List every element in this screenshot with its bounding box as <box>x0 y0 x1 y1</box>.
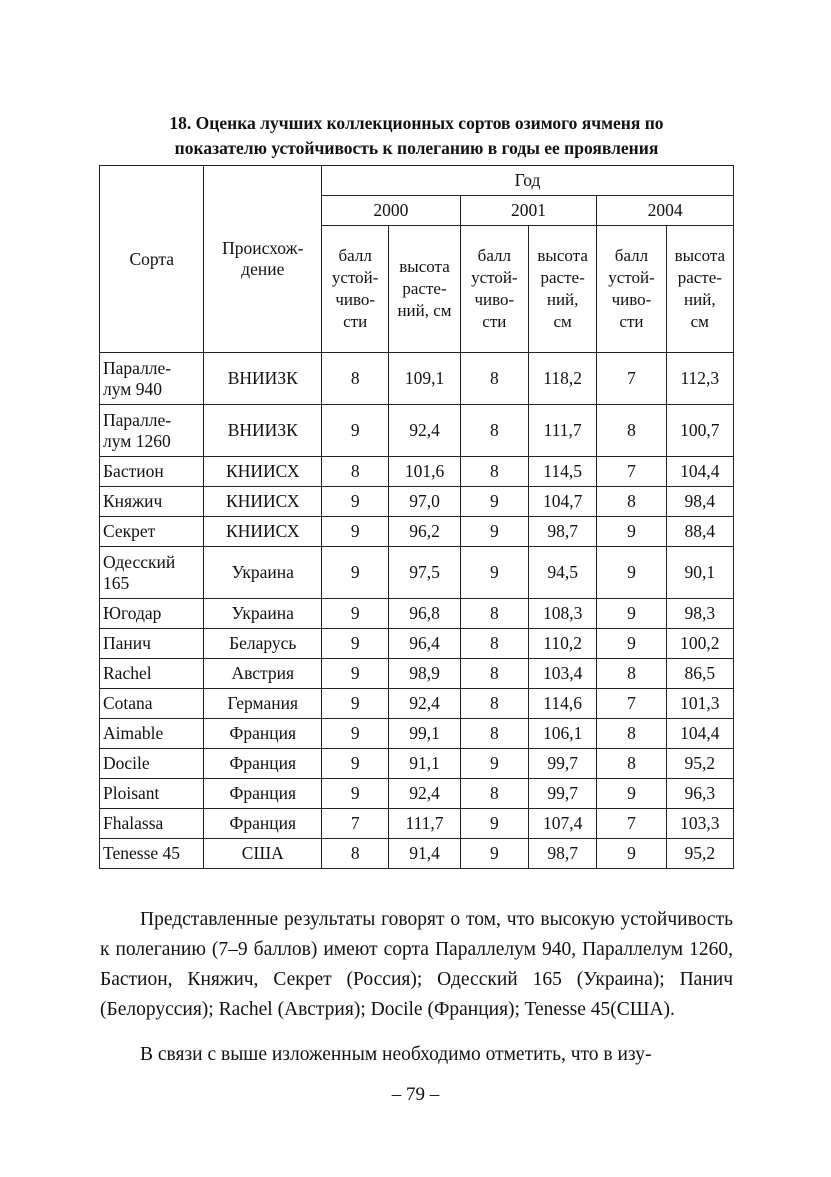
cell-variety: Югодар <box>100 599 204 629</box>
cell-origin: Украина <box>204 599 322 629</box>
cell-height: 96,8 <box>389 599 460 629</box>
table-row <box>100 689 734 719</box>
cell-variety: Rachel <box>100 659 204 689</box>
cell-origin: Австрия <box>204 659 322 689</box>
cell-score: 9 <box>322 405 389 457</box>
cell-height: 91,1 <box>389 749 460 779</box>
table-row <box>100 487 734 517</box>
cell-score: 8 <box>597 487 666 517</box>
cell-score: 8 <box>322 353 389 405</box>
cell-variety: Ploisant <box>100 779 204 809</box>
cell-height: 98,7 <box>528 517 596 547</box>
cell-height: 111,7 <box>528 405 596 457</box>
cell-variety: Одесский 165 <box>100 547 204 599</box>
cell-score: 9 <box>322 629 389 659</box>
cell-height: 97,0 <box>389 487 460 517</box>
cell-variety: Fhalassa <box>100 809 204 839</box>
header-variety: Сорта <box>100 166 204 353</box>
cell-height: 98,3 <box>666 599 733 629</box>
cell-height: 101,3 <box>666 689 733 719</box>
cell-variety: Паралле- лум 1260 <box>100 405 204 457</box>
cell-score: 9 <box>322 659 389 689</box>
cell-score: 7 <box>597 353 666 405</box>
cell-origin: Беларусь <box>204 629 322 659</box>
cell-origin: Германия <box>204 689 322 719</box>
cell-height: 114,6 <box>528 689 596 719</box>
cell-score: 8 <box>460 719 528 749</box>
cell-variety: Паралле- лум 940 <box>100 353 204 405</box>
cell-score: 9 <box>460 517 528 547</box>
table-row <box>100 719 734 749</box>
cell-origin: КНИИСХ <box>204 517 322 547</box>
cell-score: 9 <box>322 689 389 719</box>
cell-score: 9 <box>597 629 666 659</box>
cell-height: 103,3 <box>666 809 733 839</box>
cell-origin: Франция <box>204 719 322 749</box>
cell-height: 91,4 <box>389 839 460 869</box>
cell-score: 8 <box>460 779 528 809</box>
cell-origin: Франция <box>204 809 322 839</box>
cell-score: 8 <box>597 719 666 749</box>
cell-score: 8 <box>460 353 528 405</box>
cell-score: 8 <box>460 457 528 487</box>
cell-height: 98,4 <box>666 487 733 517</box>
cell-score: 7 <box>322 809 389 839</box>
cell-height: 98,9 <box>389 659 460 689</box>
cell-score: 8 <box>460 659 528 689</box>
cell-height: 96,3 <box>666 779 733 809</box>
cell-height: 100,2 <box>666 629 733 659</box>
paragraph-continuation: В связи с выше изложенным необходимо отметить, что в изу- <box>140 1044 652 1065</box>
caption-line-1: 18. Оценка лучших коллекционных сортов озимого ячменя по <box>169 113 664 133</box>
cell-height: 108,3 <box>528 599 596 629</box>
cell-height: 106,1 <box>528 719 596 749</box>
cell-height: 92,4 <box>389 779 460 809</box>
cell-height: 104,4 <box>666 457 733 487</box>
cell-score: 7 <box>597 457 666 487</box>
table-row <box>100 547 734 599</box>
cell-height: 96,2 <box>389 517 460 547</box>
table-row <box>100 809 734 839</box>
cell-score: 9 <box>460 839 528 869</box>
cell-score: 9 <box>597 517 666 547</box>
header-origin: Происхож- дение <box>204 166 322 353</box>
cell-height: 86,5 <box>666 659 733 689</box>
cell-origin: ВНИИЗК <box>204 405 322 457</box>
table-row <box>100 659 734 689</box>
table-row <box>100 599 734 629</box>
table-row <box>100 779 734 809</box>
data-table <box>99 165 734 869</box>
cell-score: 9 <box>322 487 389 517</box>
cell-height: 97,5 <box>389 547 460 599</box>
cell-variety: Княжич <box>100 487 204 517</box>
cell-height: 100,7 <box>666 405 733 457</box>
cell-height: 98,7 <box>528 839 596 869</box>
cell-score: 9 <box>460 487 528 517</box>
cell-variety: Tenesse 45 <box>100 839 204 869</box>
cell-score: 9 <box>460 749 528 779</box>
cell-variety: Бастион <box>100 457 204 487</box>
cell-score: 9 <box>460 547 528 599</box>
cell-variety: Docile <box>100 749 204 779</box>
cell-height: 90,1 <box>666 547 733 599</box>
cell-score: 8 <box>597 749 666 779</box>
cell-score: 7 <box>597 689 666 719</box>
caption-line-2: показателю устойчивость к полеганию в годы ее проявления <box>174 138 659 158</box>
cell-height: 104,7 <box>528 487 596 517</box>
cell-origin: Франция <box>204 779 322 809</box>
cell-variety: Aimable <box>100 719 204 749</box>
cell-origin: КНИИСХ <box>204 487 322 517</box>
header-height-2000: высота расте- ний, см <box>389 226 460 353</box>
cell-score: 9 <box>322 719 389 749</box>
cell-height: 94,5 <box>528 547 596 599</box>
cell-score: 9 <box>322 599 389 629</box>
header-height-2001: высота растe- ний, см <box>528 226 596 353</box>
cell-score: 9 <box>597 547 666 599</box>
cell-origin: Франция <box>204 749 322 779</box>
cell-variety: Секрет <box>100 517 204 547</box>
cell-height: 101,6 <box>389 457 460 487</box>
cell-score: 9 <box>597 779 666 809</box>
cell-score: 9 <box>460 809 528 839</box>
table-row <box>100 457 734 487</box>
table-row <box>100 629 734 659</box>
table-row <box>100 353 734 405</box>
paragraph-results: Представленные результаты говорят о том, что высокую устойчивость к полеганию (7–9 баллов) имеют сорта Параллелум 940, Параллелум 1260, Бастион, Княжич, Секрет (Россия); Одесский 165 (Украина); Панич (Белоруссия); Rachel (Австрия); Docile (Франция); Tenesse 45(США). <box>100 909 733 1020</box>
cell-score: 8 <box>460 405 528 457</box>
cell-score: 9 <box>597 599 666 629</box>
cell-score: 9 <box>597 839 666 869</box>
header-score-2000: балл устой- чиво- сти <box>322 226 389 353</box>
table-row <box>100 839 734 869</box>
cell-origin: Украина <box>204 547 322 599</box>
cell-height: 107,4 <box>528 809 596 839</box>
page-number: – 79 – <box>391 1084 440 1105</box>
cell-score: 8 <box>460 689 528 719</box>
cell-height: 99,7 <box>528 779 596 809</box>
cell-score: 8 <box>460 599 528 629</box>
cell-height: 95,2 <box>666 839 733 869</box>
cell-height: 114,5 <box>528 457 596 487</box>
cell-score: 8 <box>322 457 389 487</box>
cell-height: 92,4 <box>389 405 460 457</box>
cell-origin: КНИИСХ <box>204 457 322 487</box>
cell-score: 8 <box>597 659 666 689</box>
cell-height: 92,4 <box>389 689 460 719</box>
table-row <box>100 517 734 547</box>
cell-score: 8 <box>597 405 666 457</box>
cell-height: 112,3 <box>666 353 733 405</box>
cell-height: 111,7 <box>389 809 460 839</box>
cell-origin: США <box>204 839 322 869</box>
header-score-2001: балл устой- чиво- сти <box>460 226 528 353</box>
header-score-2004: балл устой- чиво- сти <box>597 226 666 353</box>
cell-variety: Панич <box>100 629 204 659</box>
cell-height: 109,1 <box>389 353 460 405</box>
header-height-2004: высота расте- ний, см <box>666 226 733 353</box>
cell-score: 9 <box>322 517 389 547</box>
cell-height: 103,4 <box>528 659 596 689</box>
cell-score: 9 <box>322 547 389 599</box>
cell-height: 96,4 <box>389 629 460 659</box>
cell-variety: Cotana <box>100 689 204 719</box>
cell-height: 99,7 <box>528 749 596 779</box>
header-year-2000: 2000 <box>322 196 461 226</box>
cell-height: 118,2 <box>528 353 596 405</box>
cell-score: 9 <box>322 749 389 779</box>
table-row <box>100 749 734 779</box>
cell-height: 110,2 <box>528 629 596 659</box>
table-caption <box>100 111 733 161</box>
cell-height: 99,1 <box>389 719 460 749</box>
header-year-2001: 2001 <box>460 196 597 226</box>
cell-score: 8 <box>322 839 389 869</box>
cell-score: 9 <box>322 779 389 809</box>
header-year-2004: 2004 <box>597 196 734 226</box>
cell-height: 88,4 <box>666 517 733 547</box>
cell-height: 104,4 <box>666 719 733 749</box>
cell-score: 7 <box>597 809 666 839</box>
table-row <box>100 405 734 457</box>
cell-score: 8 <box>460 629 528 659</box>
cell-origin: ВНИИЗК <box>204 353 322 405</box>
cell-height: 95,2 <box>666 749 733 779</box>
header-year: Год <box>322 166 734 196</box>
